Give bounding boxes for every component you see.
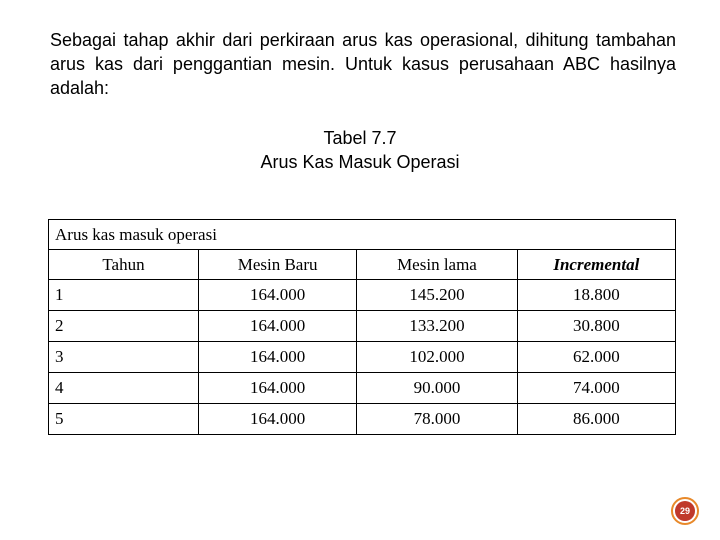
cell-incremental: 74.000 (517, 373, 675, 404)
cell-old-machine: 145.200 (357, 280, 517, 311)
cell-incremental: 86.000 (517, 404, 675, 435)
cell-year: 5 (49, 404, 199, 435)
page-number-badge (671, 497, 699, 525)
cell-year: 3 (49, 342, 199, 373)
cell-year: 1 (49, 280, 199, 311)
cash-flow-table (48, 219, 676, 435)
cell-new-machine: 164.000 (198, 373, 356, 404)
cell-new-machine: 164.000 (198, 311, 356, 342)
cell-old-machine: 102.000 (357, 342, 517, 373)
cell-new-machine: 164.000 (198, 342, 356, 373)
intro-paragraph: Sebagai tahap akhir dari perkiraan arus kas operasional, dihitung tambahan arus kas dari penggantian mesin. Untuk kasus perusahaan ABC hasilnya adalah: (50, 30, 676, 98)
table-title: Arus kas masuk operasi (49, 220, 676, 250)
table-row (49, 373, 676, 404)
cell-old-machine: 90.000 (357, 373, 517, 404)
cell-new-machine: 164.000 (198, 280, 356, 311)
col-header-incremental: Incremental (517, 250, 675, 280)
table-header-row (49, 250, 676, 280)
cell-incremental: 62.000 (517, 342, 675, 373)
col-header-new-machine: Mesin Baru (198, 250, 356, 280)
table-row (49, 311, 676, 342)
cell-new-machine: 164.000 (198, 404, 356, 435)
table-caption-title: Arus Kas Masuk Operasi (260, 152, 460, 172)
table-caption-number: Tabel 7.7 (323, 128, 397, 148)
col-header-year: Tahun (49, 250, 199, 280)
cell-incremental: 18.800 (517, 280, 675, 311)
cell-year: 2 (49, 311, 199, 342)
table-row (49, 404, 676, 435)
cell-old-machine: 78.000 (357, 404, 517, 435)
table-row (49, 280, 676, 311)
cell-year: 4 (49, 373, 199, 404)
col-header-old-machine: Mesin lama (357, 250, 517, 280)
table-title-row (49, 220, 676, 250)
cell-incremental: 30.800 (517, 311, 675, 342)
cell-old-machine: 133.200 (357, 311, 517, 342)
page-number: 29 (675, 501, 695, 521)
table-row (49, 342, 676, 373)
